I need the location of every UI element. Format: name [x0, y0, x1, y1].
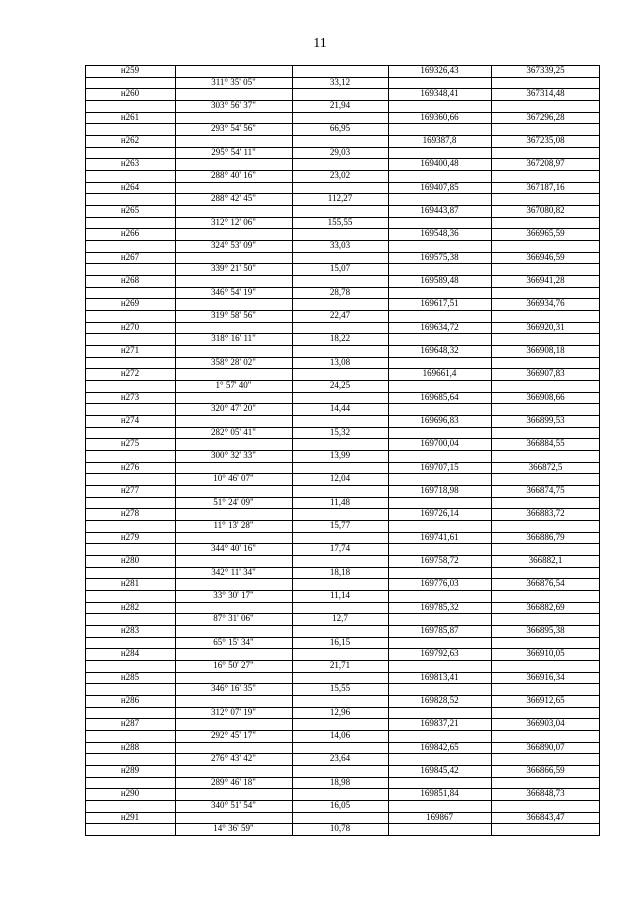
point-id-cell: н261 — [120, 111, 140, 122]
y-coordinate-cell: 366872,5 — [528, 461, 563, 472]
row-divider — [85, 835, 600, 836]
direction-angle-cell: 320° 47' 20" — [211, 403, 256, 414]
direction-angle-cell: 14° 36' 59" — [213, 823, 254, 834]
x-coordinate-cell: 169718,98 — [420, 485, 459, 495]
direction-angle-cell: 33° 30' 17" — [213, 590, 254, 600]
point-id-cell: н284 — [120, 648, 140, 659]
point-id-cell: н283 — [120, 625, 140, 635]
x-coordinate-cell: 169685,64 — [420, 391, 459, 402]
x-coordinate-cell: 169776,03 — [420, 578, 459, 589]
point-id-cell: н289 — [120, 765, 140, 775]
coordinates-table — [85, 65, 600, 835]
direction-angle-cell: 342° 11' 34" — [211, 566, 256, 577]
y-coordinate-cell: 366884,55 — [526, 438, 565, 449]
point-id-cell: н280 — [120, 555, 140, 565]
distance-cell: 17,74 — [329, 543, 351, 554]
x-coordinate-cell: 169842,65 — [420, 741, 459, 752]
x-coordinate-cell: 169785,87 — [420, 625, 459, 635]
direction-angle-cell: 288° 40' 16" — [211, 170, 256, 180]
distance-cell: 15,55 — [329, 683, 351, 694]
y-coordinate-cell: 366910,05 — [526, 648, 565, 659]
x-coordinate-cell: 169360,66 — [420, 111, 459, 122]
x-coordinate-cell: 169792,63 — [420, 648, 459, 659]
point-id-cell: н290 — [120, 788, 140, 799]
point-id-cell: н259 — [120, 65, 140, 75]
x-coordinate-cell: 169837,21 — [420, 718, 459, 729]
distance-cell: 11,14 — [330, 590, 350, 600]
distance-cell: 155,55 — [327, 216, 353, 227]
x-coordinate-cell: 169845,42 — [420, 765, 459, 775]
y-coordinate-cell: 366882,69 — [526, 601, 565, 612]
y-coordinate-cell: 366903,04 — [526, 718, 565, 729]
x-coordinate-cell: 169700,04 — [420, 438, 459, 449]
distance-cell: 18,18 — [329, 566, 351, 577]
point-id-cell: н263 — [120, 158, 140, 169]
point-id-cell: н291 — [120, 811, 140, 822]
distance-cell: 18,22 — [329, 333, 351, 344]
direction-angle-cell: 312° 12' 06" — [211, 216, 256, 227]
direction-angle-cell: 293° 54' 56" — [211, 123, 256, 134]
point-id-cell: н285 — [120, 671, 140, 682]
direction-angle-cell: 358° 28' 02" — [211, 356, 256, 367]
x-coordinate-cell: 169589,48 — [420, 275, 459, 285]
x-coordinate-cell: 169828,52 — [420, 695, 459, 705]
y-coordinate-cell: 366890,07 — [526, 741, 565, 752]
direction-angle-cell: 340° 51' 54" — [211, 800, 256, 810]
distance-cell: 16,05 — [329, 800, 351, 810]
distance-cell: 29,03 — [329, 146, 351, 157]
point-id-cell: н273 — [120, 391, 140, 402]
distance-cell: 10,78 — [329, 823, 351, 834]
point-id-cell: н286 — [120, 695, 140, 705]
point-id-cell: н272 — [120, 368, 140, 379]
direction-angle-cell: 11° 13' 28" — [213, 520, 254, 530]
x-coordinate-cell: 169548,36 — [420, 228, 459, 239]
distance-cell: 22,47 — [329, 310, 351, 320]
point-id-cell: н288 — [120, 741, 140, 752]
distance-cell: 18,98 — [329, 776, 351, 787]
y-coordinate-cell: 367314,48 — [526, 88, 565, 99]
y-coordinate-cell: 366965,59 — [526, 228, 565, 239]
point-id-cell: н281 — [120, 578, 140, 589]
point-id-cell: н260 — [120, 88, 140, 99]
distance-cell: 13,08 — [329, 356, 351, 367]
distance-cell: 33,03 — [329, 240, 351, 250]
point-id-cell: н278 — [120, 508, 140, 519]
x-coordinate-cell: 169726,14 — [420, 508, 459, 519]
direction-angle-cell: 289° 46' 18" — [211, 776, 256, 787]
x-coordinate-cell: 169443,87 — [420, 205, 459, 215]
point-id-cell: н277 — [120, 485, 140, 495]
point-id-cell: н268 — [120, 275, 140, 285]
distance-cell: 12,7 — [332, 613, 348, 624]
point-id-cell: н274 — [120, 415, 140, 425]
y-coordinate-cell: 366916,34 — [526, 671, 565, 682]
distance-cell: 112,27 — [327, 193, 353, 204]
direction-angle-cell: 282° 05' 41" — [211, 426, 256, 437]
direction-angle-cell: 1° 57' 40" — [215, 380, 252, 390]
x-coordinate-cell: 169758,72 — [420, 555, 459, 565]
distance-cell: 16,15 — [329, 636, 351, 647]
x-coordinate-cell: 169348,41 — [420, 88, 459, 99]
distance-cell: 11,48 — [330, 496, 350, 507]
point-id-cell: н276 — [120, 461, 140, 472]
x-coordinate-cell: 169634,72 — [420, 321, 459, 332]
point-id-cell: н287 — [120, 718, 140, 729]
y-coordinate-cell: 366912,65 — [526, 695, 565, 705]
direction-angle-cell: 87° 31' 06" — [213, 613, 254, 624]
direction-angle-cell: 288° 42' 45" — [211, 193, 256, 204]
direction-angle-cell: 292° 45' 17" — [211, 730, 256, 740]
x-coordinate-cell: 169785,32 — [420, 601, 459, 612]
y-coordinate-cell: 366843,47 — [526, 811, 565, 822]
x-coordinate-cell: 169326,43 — [420, 65, 459, 75]
x-coordinate-cell: 169741,61 — [420, 531, 459, 542]
direction-angle-cell: 346° 54' 19" — [211, 286, 256, 297]
point-id-cell: н264 — [120, 181, 140, 192]
y-coordinate-cell: 367296,28 — [526, 111, 565, 122]
distance-cell: 14,44 — [329, 403, 351, 414]
y-coordinate-cell: 366899,53 — [526, 415, 565, 425]
point-id-cell: н262 — [120, 135, 140, 145]
distance-cell: 33,12 — [329, 76, 351, 87]
point-id-cell: н271 — [120, 345, 140, 355]
direction-angle-cell: 339° 21' 50" — [211, 263, 256, 274]
distance-cell: 23,64 — [329, 753, 351, 764]
distance-cell: 15,32 — [329, 426, 351, 437]
direction-angle-cell: 344° 40' 16" — [211, 543, 256, 554]
x-coordinate-cell: 169867 — [426, 811, 453, 822]
point-id-cell: н269 — [120, 298, 140, 309]
y-coordinate-cell: 367208,97 — [526, 158, 565, 169]
direction-angle-cell: 295° 54' 11" — [211, 146, 256, 157]
y-coordinate-cell: 366882,1 — [528, 555, 563, 565]
direction-angle-cell: 65° 15' 34" — [213, 636, 254, 647]
point-id-cell: н270 — [120, 321, 140, 332]
y-coordinate-cell: 367339,25 — [526, 65, 565, 75]
distance-cell: 21,71 — [329, 660, 351, 670]
y-coordinate-cell: 366866,59 — [526, 765, 565, 775]
x-coordinate-cell: 169707,15 — [420, 461, 459, 472]
distance-cell: 12,96 — [329, 706, 351, 717]
distance-cell: 14,06 — [329, 730, 351, 740]
direction-angle-cell: 312° 07' 19" — [211, 706, 256, 717]
y-coordinate-cell: 366941,28 — [526, 275, 565, 285]
direction-angle-cell: 300° 32' 33" — [211, 450, 256, 460]
y-coordinate-cell: 367080,82 — [526, 205, 565, 215]
x-coordinate-cell: 169851,84 — [420, 788, 459, 799]
y-coordinate-cell: 367235,08 — [526, 135, 565, 145]
distance-cell: 23,02 — [329, 170, 351, 180]
y-coordinate-cell: 366907,83 — [526, 368, 565, 379]
y-coordinate-cell: 366883,72 — [526, 508, 565, 519]
direction-angle-cell: 318° 16' 11" — [211, 333, 256, 344]
distance-cell: 13,99 — [329, 450, 351, 460]
distance-cell: 66,95 — [329, 123, 351, 134]
point-id-cell: н267 — [120, 251, 140, 262]
point-id-cell: н265 — [120, 205, 140, 215]
y-coordinate-cell: 366908,66 — [526, 391, 565, 402]
x-coordinate-cell: 169696,83 — [420, 415, 459, 425]
direction-angle-cell: 324° 53' 09" — [211, 240, 256, 250]
x-coordinate-cell: 169648,32 — [420, 345, 459, 355]
direction-angle-cell: 51° 24' 09" — [213, 496, 254, 507]
x-coordinate-cell: 169813,41 — [420, 671, 459, 682]
direction-angle-cell: 16° 50' 27" — [213, 660, 254, 670]
x-coordinate-cell: 169387,8 — [422, 135, 457, 145]
direction-angle-cell: 303° 56' 37" — [211, 100, 256, 110]
x-coordinate-cell: 169400,48 — [420, 158, 459, 169]
point-id-cell: н275 — [120, 438, 140, 449]
direction-angle-cell: 276° 43' 42" — [211, 753, 256, 764]
y-coordinate-cell: 366934,76 — [526, 298, 565, 309]
y-coordinate-cell: 367187,16 — [526, 181, 565, 192]
distance-cell: 12,04 — [329, 473, 351, 484]
y-coordinate-cell: 366895,38 — [526, 625, 565, 635]
direction-angle-cell: 346° 16' 35" — [211, 683, 256, 694]
point-id-cell: н282 — [120, 601, 140, 612]
y-coordinate-cell: 366876,54 — [526, 578, 565, 589]
x-coordinate-cell: 169661,4 — [422, 368, 457, 379]
distance-cell: 28,78 — [329, 286, 351, 297]
y-coordinate-cell: 366946,59 — [526, 251, 565, 262]
point-id-cell: н266 — [120, 228, 140, 239]
point-id-cell: н279 — [120, 531, 140, 542]
y-coordinate-cell: 366874,75 — [526, 485, 565, 495]
x-coordinate-cell: 169617,51 — [420, 298, 459, 309]
distance-cell: 21,94 — [329, 100, 351, 110]
direction-angle-cell: 311° 35' 05" — [211, 76, 256, 87]
distance-cell: 24,25 — [329, 380, 351, 390]
page-number: 11 — [313, 36, 327, 51]
distance-cell: 15,07 — [329, 263, 351, 274]
y-coordinate-cell: 366920,31 — [526, 321, 565, 332]
direction-angle-cell: 10° 46' 07" — [213, 473, 254, 484]
y-coordinate-cell: 366886,79 — [526, 531, 565, 542]
x-coordinate-cell: 169407,85 — [420, 181, 459, 192]
x-coordinate-cell: 169575,38 — [420, 251, 459, 262]
y-coordinate-cell: 366908,18 — [526, 345, 565, 355]
direction-angle-cell: 319° 58' 56" — [211, 310, 256, 320]
y-coordinate-cell: 366848,73 — [526, 788, 565, 799]
distance-cell: 15,77 — [329, 520, 351, 530]
